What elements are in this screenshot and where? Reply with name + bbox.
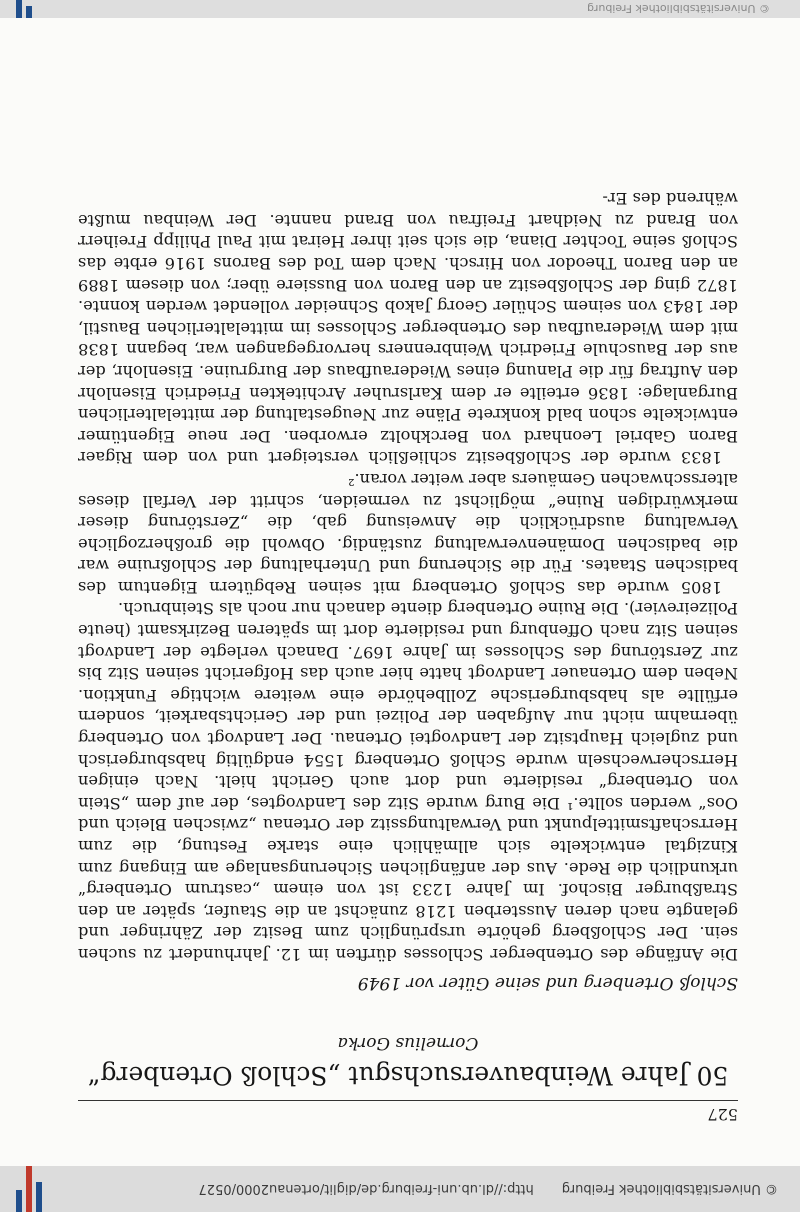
- library-banner-bottom: [0, 0, 800, 18]
- section-heading: Schloß Ortenberg und seine Güter vor 1949: [357, 973, 738, 993]
- paragraph: 1833 wurde der Schloßbesitz schließlich versteigert und von dem Rigaer Baron Gabriel Leonhard von Berckholtz erworben. Der neue Eigentümer entwickelte schon bald konkrete Pläne zur Neugestaltung der mittelalterlichen Burganlage: 1836 erteilte er dem Karlsruher Architekten Friedrich Eisenlohr den Auftrag für die Planung eines Wiederaufbaus der Burgruine. Eisenlohr, der aus der Bauschule Friedrich Weinbrenners hervorgegangen war, begann 1838 mit dem Wiederaufbau des Ortenberger Schlosses im mittelalterlichen Baustil, der 1843 von seinem Schüler Georg Jakob Schneider vollendet werden konnte. 1872 ging der Schloßbesitz an den Baron von Bussiere über; von diesem 1889 an den Baron Theodor von Hirsch. Nach dem Tod des Barons 1916 erbte das Schloß seine Tochter Diana, die sich seit ihrer Heirat mit Paul Philipp Freiherr von Brand zu Neidhart Freifrau von Brand nannte. Der Weinbau mußte während des Er-: [78, 189, 738, 468]
- source-url[interactable]: http://dl.ub.uni-freiburg.de/diglit/ortenau2000/0527: [198, 1181, 534, 1197]
- library-banner-top: [0, 1166, 800, 1212]
- library-logo-icon: [12, 0, 32, 18]
- article-title: 50 Jahre Weinbauversuchsgut „Schloß Ortenberg“: [87, 1061, 729, 1090]
- document-page: [78, 188, 738, 1124]
- page-number: 527: [707, 1105, 738, 1124]
- library-credit: © Universitätsbibliothek Freiburg: [587, 2, 770, 16]
- article-author: Cornelius Gorka: [337, 1033, 479, 1053]
- header-rule: [78, 1100, 738, 1101]
- library-logo-icon: [12, 1166, 42, 1212]
- paragraph: 1805 wurde das Schloß Ortenberg mit seinen Rebgütern Eigentum des badischen Staates. Für die Sicherung und Unterhaltung der Schloßruine war die badischen Domänenverwaltung zuständig. Obwohl die großherzogliche Verwaltung ausdrücklich die Anweisung gab, die „Zerstörung dieser merkwürdigen Ruine“ möglichst zu vermeiden, schritt der Verfall dieses altersschwachen Gemäuers aber weiter voran.²: [78, 469, 738, 597]
- library-credit: © Universitätsbibliothek Freiburg: [561, 1181, 778, 1197]
- paragraph: Die Anfänge des Ortenberger Schlosses dürften im 12. Jahrhundert zu suchen sein. Der Schloßberg gehörte ursprünglich zum Besitz der Zähringer und gelangte nach deren Aussterben 1218 zunächst an die Staufer, später an den Straßburger Bischof. Im Jahre 1233 ist von einem „castrum Ortenberg“ urkundlich die Rede. Aus der anfänglichen Sicherungsanlage am Eingang zum Kinzigtal entwickelte sich allmählich eine starke Festung, die zum Herrschaftsmittelpunkt und Verwaltungssitz der Ortenau „zwischen Bleich und Oos“ werden sollte.¹ Die Burg wurde Sitz des Landvogtes, der auf dem „Stein von Ortenberg“ residierte und dort auch Gericht hielt. Nach einigen Herrscherwechseln wurde Schloß Ortenberg 1554 endgültig habsburgerisch und zugleich Hauptsitz der Landvogtei Ortenau. Der Landvogt von Ortenberg übernahm nicht nur Aufgaben der Polizei und der Gerichtsbarkeit, sondern erfüllte als habsburgerische Zollbehörde eine weitere wichtige Funktion. Neben dem Ortenauer Landvogt hatte hier auch das Hofgericht seinen Sitz bis zur Zerstörung des Schlosses im Jahre 1697. Danach verlegte der Landvogt seinen Sitz nach Offenburg und residierte dort im späteren Bezirksamt (heute Polizeirevier). Die Ruine Ortenberg diente danach nur noch als Steinbruch.: [78, 599, 738, 964]
